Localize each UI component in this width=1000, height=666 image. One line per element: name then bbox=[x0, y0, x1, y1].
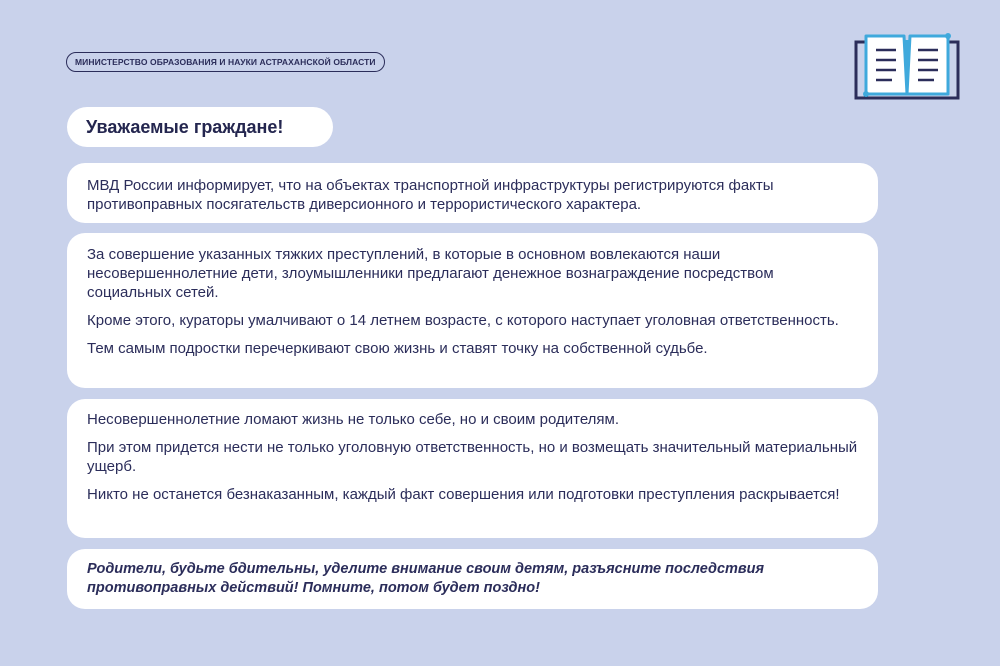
card-paragraph: При этом придется нести не только уголовную ответственность, но и возмещать значительный материальный ущерб. bbox=[87, 439, 858, 475]
info-card-consequences bbox=[67, 399, 878, 538]
card-paragraph: За совершение указанных тяжких преступлений, в которые в основном вовлекаются наши несовершеннолетние дети, злоумышленники предлагают денежное вознаграждение посредством социальных сетей. bbox=[87, 246, 774, 301]
open-book-icon bbox=[852, 30, 962, 102]
card-paragraph: Тем самым подростки перечеркивают свою жизнь и ставят точку на собственной судьбе. bbox=[87, 340, 708, 357]
card-paragraph: Никто не останется безнаказанным, каждый факт совершения или подготовки преступления раскрывается! bbox=[87, 486, 840, 503]
info-card-appeal bbox=[67, 549, 878, 609]
info-card-crimes bbox=[67, 233, 878, 388]
appeal-text: Родители, будьте бдительны, уделите внимание своим детям, разъясните последствия противоправных действий! Помните, потом будет поздно! bbox=[87, 561, 765, 596]
card-paragraph: Несовершеннолетние ломают жизнь не только себе, но и своим родителям. bbox=[87, 411, 620, 428]
ministry-label: МИНИСТЕРСТВО ОБРАЗОВАНИЯ И НАУКИ АСТРАХАНСКОЙ ОБЛАСТИ bbox=[66, 52, 385, 72]
info-card-transport bbox=[67, 163, 878, 223]
page-title: Уважаемые граждане! bbox=[67, 107, 333, 147]
card-paragraph: Кроме этого, кураторы умалчивают о 14 летнем возрасте, с которого наступает уголовная ответственность. bbox=[87, 312, 839, 329]
card-paragraph: МВД России информирует, что на объектах транспортной инфраструктуры регистрируются факты противоправных посягательств диверсионного и террористического характера. bbox=[87, 177, 774, 213]
